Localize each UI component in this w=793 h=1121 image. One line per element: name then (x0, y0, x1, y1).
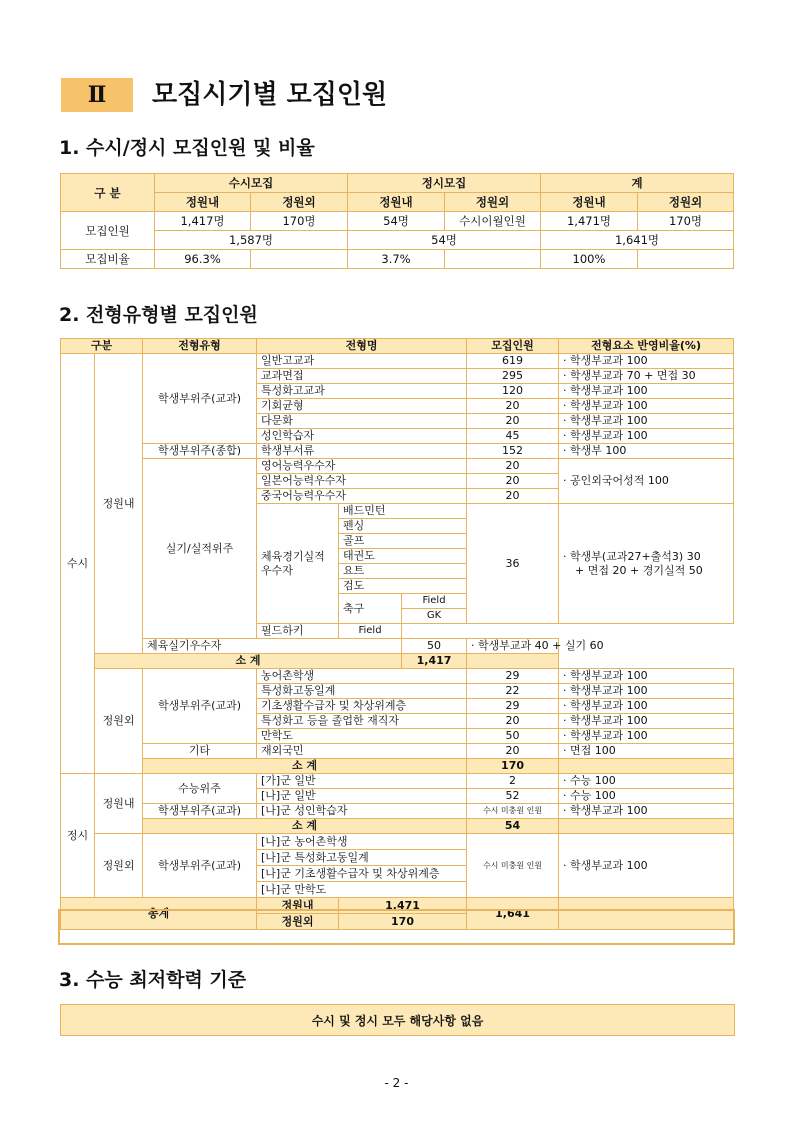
head-count: 모집인원 (467, 339, 559, 354)
type-silgi: 실기/실적위주 (143, 459, 257, 639)
program-count: 52 (467, 789, 559, 804)
program-count: 20 (467, 489, 559, 504)
program-name: 특성화고동일계 (257, 684, 467, 699)
program-ratio: · 학생부교과 100 (559, 669, 734, 684)
program-count: 20 (467, 399, 559, 414)
susi-out-label: 정원외 (95, 669, 143, 774)
sport-name-line2: 우수자 (261, 563, 293, 577)
program-name: 특성화고교과 (257, 384, 467, 399)
program-count: 619 (467, 354, 559, 369)
sport-position: GK (402, 609, 467, 624)
subtotal-count: 54 (467, 819, 559, 834)
sport-event: 축구 (339, 594, 402, 624)
sport-event: 배드민턴 (339, 504, 467, 519)
susi-in: 1,417명 (155, 212, 251, 231)
program-name: [가]군 일반 (257, 774, 467, 789)
program-count: 295 (467, 369, 559, 384)
sport-position: Field (339, 624, 402, 639)
row-label-ratio: 모집비율 (61, 250, 155, 269)
program-ratio: · 학생부교과 100 (559, 804, 734, 819)
sport-event: 필드하키 (257, 624, 339, 639)
program-count: 29 (467, 669, 559, 684)
total-sum: 1,641명 (541, 231, 734, 250)
total-out: 170명 (638, 212, 734, 231)
program-name: [나]군 성인학습자 (257, 804, 467, 819)
total-label: 총계 (61, 898, 257, 930)
type-gyogwa: 학생부위주(교과) (143, 669, 257, 744)
program-name: 학생부서류 (257, 444, 467, 459)
jeongsi-in: 54명 (348, 212, 445, 231)
program-count: 20 (467, 414, 559, 429)
jeongsi-out: 수시이월인원 (445, 212, 541, 231)
program-ratio: · 학생부교과 100 (559, 384, 734, 399)
jeongsi-label: 정시 (61, 774, 95, 898)
program-name: [나]군 일반 (257, 789, 467, 804)
type-jonghap: 학생부위주(종합) (143, 444, 257, 459)
subtotal-label: 소 계 (143, 759, 467, 774)
program-name: [나]군 만학도 (257, 882, 467, 898)
head-susi-in: 정원내 (155, 193, 251, 212)
sport-position: Field (402, 594, 467, 609)
sport-ratio-line1: · 학생부(교과27+출석3) 30 (563, 549, 701, 563)
sport-ratio (559, 504, 734, 624)
program-count: 20 (467, 474, 559, 489)
program-count: 50 (402, 639, 467, 654)
program-ratio: · 학생부교과 100 (559, 834, 734, 898)
total-in-count: 1,471 (339, 898, 467, 914)
program-ratio: · 수능 100 (559, 774, 734, 789)
jeongsi-in-label: 정원내 (95, 774, 143, 834)
head-susi-out: 정원외 (251, 193, 348, 212)
lang-ratio: · 공인외국어성적 100 (559, 459, 734, 504)
sport-program-name (257, 504, 339, 624)
program-count: 152 (467, 444, 559, 459)
sport-event: 요트 (339, 564, 467, 579)
head-type: 전형유형 (143, 339, 257, 354)
head-ratio: 전형요소 반영비율(%) (559, 339, 734, 354)
program-ratio: · 면접 100 (559, 744, 734, 759)
subtotal-label: 소 계 (95, 654, 402, 669)
program-name: 교과면접 (257, 369, 467, 384)
subtotal-count: 170 (467, 759, 559, 774)
total-in: 1,471명 (541, 212, 638, 231)
head-jeongsi-in: 정원내 (348, 193, 445, 212)
head-total: 계 (541, 174, 734, 193)
program-name: 중국어능력우수자 (257, 489, 467, 504)
section2-title: 2. 전형유형별 모집인원 (59, 304, 258, 326)
sport-event: 태권도 (339, 549, 467, 564)
program-ratio: · 학생부교과 100 (559, 684, 734, 699)
jeongsi-out-label: 정원외 (95, 834, 143, 898)
program-count: 20 (467, 459, 559, 474)
head-name: 전형명 (257, 339, 467, 354)
chapter-number-box: Ⅱ (61, 78, 133, 112)
program-name: [나]군 기초생활수급자 및 차상위계층 (257, 866, 467, 882)
program-name: 체육실기우수자 (143, 639, 402, 654)
total-in-label: 정원내 (257, 898, 339, 914)
program-ratio: · 학생부교과 100 (559, 414, 734, 429)
program-ratio: · 학생부교과 40 + 실기 60 (467, 639, 559, 654)
program-ratio: · 학생부 100 (559, 444, 734, 459)
total-sum: 1,641 (467, 898, 559, 930)
program-name: 다문화 (257, 414, 467, 429)
head-total-out: 정원외 (638, 193, 734, 212)
sport-event: 검도 (339, 579, 467, 594)
program-ratio: · 학생부교과 100 (559, 429, 734, 444)
program-count: 120 (467, 384, 559, 399)
program-count: 수시 미충원 인원 (467, 804, 559, 819)
sport-count: 36 (467, 504, 559, 624)
head-gubun: 구분 (61, 339, 143, 354)
program-count: 22 (467, 684, 559, 699)
susi-out: 170명 (251, 212, 348, 231)
sport-name-line1: 체육경기실적 (261, 549, 325, 563)
program-name: 일본어능력우수자 (257, 474, 467, 489)
program-name: [나]군 농어촌학생 (257, 834, 467, 850)
program-name: [나]군 특성화고동일계 (257, 850, 467, 866)
head-susi: 수시모집 (155, 174, 348, 193)
section1-title: 1. 수시/정시 모집인원 및 비율 (59, 137, 315, 159)
program-ratio: · 학생부교과 100 (559, 399, 734, 414)
program-ratio: · 학생부교과 100 (559, 729, 734, 744)
type-gyogwa: 학생부위주(교과) (143, 804, 257, 819)
program-name: 재외국민 (257, 744, 467, 759)
notice-banner: 수시 및 정시 모두 해당사항 없음 (60, 1004, 735, 1036)
program-count: 50 (467, 729, 559, 744)
total-out-count: 170 (339, 914, 467, 930)
type-gyogwa: 학생부위주(교과) (143, 354, 257, 444)
type-etc: 기타 (143, 744, 257, 759)
program-name: 만학도 (257, 729, 467, 744)
susi-ratio: 96.3% (155, 250, 251, 269)
head-jeongsi-out: 정원외 (445, 193, 541, 212)
subtotal-count: 1,417 (402, 654, 467, 669)
type-suneung: 수능위주 (143, 774, 257, 804)
head-gubun: 구 분 (61, 174, 155, 212)
susi-sum: 1,587명 (155, 231, 348, 250)
susi-in-label: 정원내 (95, 354, 143, 654)
program-name: 일반고교과 (257, 354, 467, 369)
program-count: 45 (467, 429, 559, 444)
program-name: 영어능력우수자 (257, 459, 467, 474)
program-name: 기회균형 (257, 399, 467, 414)
program-ratio: · 학생부교과 100 (559, 714, 734, 729)
program-count: 20 (467, 744, 559, 759)
program-ratio: · 학생부교과 100 (559, 354, 734, 369)
type-gyogwa: 학생부위주(교과) (143, 834, 257, 898)
admission-type-table (60, 338, 734, 930)
program-ratio: · 학생부교과 100 (559, 699, 734, 714)
program-count: 20 (467, 714, 559, 729)
program-name: 기초생활수급자 및 차상위계층 (257, 699, 467, 714)
sport-ratio-line2: + 면접 20 + 경기실적 50 (575, 563, 703, 577)
program-count: 2 (467, 774, 559, 789)
jeongsi-ratio: 3.7% (348, 250, 445, 269)
program-ratio: · 학생부교과 70 + 면접 30 (559, 369, 734, 384)
ratio-table (60, 173, 734, 269)
section3-title: 3. 수능 최저학력 기준 (59, 969, 247, 991)
program-name: 특성화고 등을 졸업한 재직자 (257, 714, 467, 729)
program-name: 농어촌학생 (257, 669, 467, 684)
program-count: 수시 미충원 인원 (467, 834, 559, 898)
sport-event: 펜싱 (339, 519, 467, 534)
program-name: 성인학습자 (257, 429, 467, 444)
head-total-in: 정원내 (541, 193, 638, 212)
program-ratio: · 수능 100 (559, 789, 734, 804)
page-number: - 2 - (384, 1076, 409, 1090)
chapter-title: 모집시기별 모집인원 (152, 80, 388, 110)
jeongsi-sum: 54명 (348, 231, 541, 250)
head-jeongsi: 정시모집 (348, 174, 541, 193)
sport-event: 골프 (339, 534, 467, 549)
total-ratio: 100% (541, 250, 638, 269)
susi-label: 수시 (61, 354, 95, 774)
program-count: 29 (467, 699, 559, 714)
subtotal-label: 소 계 (143, 819, 467, 834)
total-out-label: 정원외 (257, 914, 339, 930)
row-label-inwon: 모집인원 (61, 212, 155, 250)
